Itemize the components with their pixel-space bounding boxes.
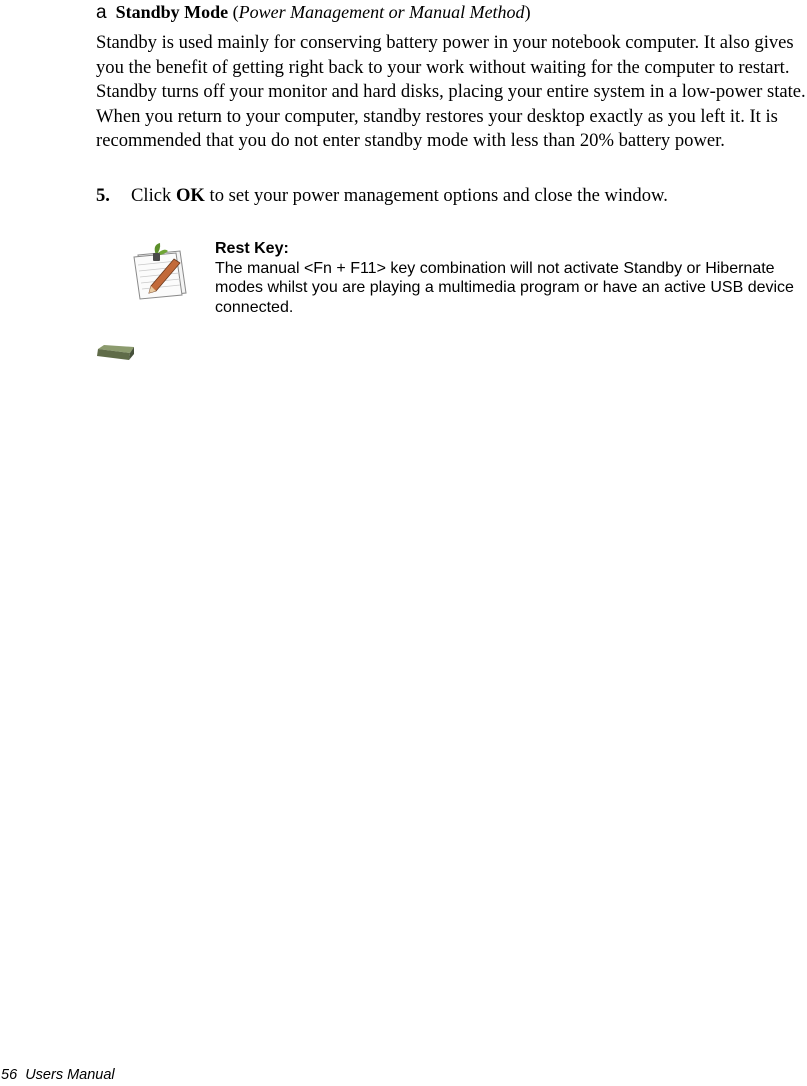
page-number: 56 [1,1067,18,1083]
section-bullet: a [96,2,107,23]
divider-bar-icon [96,344,136,362]
note-title: Rest Key: [215,240,289,257]
paren-close: ) [524,2,531,22]
step-text-after: to set your power management options and close the window. [204,185,668,206]
step-text-before: Click [131,185,176,206]
step-number: 5. [96,185,110,206]
note-block [215,239,807,317]
notepad-pencil-icon [128,241,190,301]
step-bold-word: OK [175,185,205,206]
manual-title: Users Manual [25,1067,115,1083]
section-title: Standby Mode [115,2,229,22]
section-subtitle: Power Management or Manual Method [238,2,525,22]
body-paragraph: Standby is used mainly for conserving battery power in your notebook computer. It also gives you the benefit of getting right back to your work without waiting for the computer to restart. Standby turns off your monitor and hard disks, placing your entire system in a low-power state. When you return to your computer, standby restores your desktop exactly as you left it. It is recommended that you do not enter standby mode with less than 20% battery power. [96,32,806,152]
page-footer [1,1067,115,1084]
note-text: The manual <Fn + F11> key combination will not activate Standby or Hibernate modes whilst you are playing a multimedia program or have an active USB device connected. [215,259,794,316]
step-item [96,184,668,208]
section-heading [96,1,531,24]
paren-open: ( [228,2,239,22]
